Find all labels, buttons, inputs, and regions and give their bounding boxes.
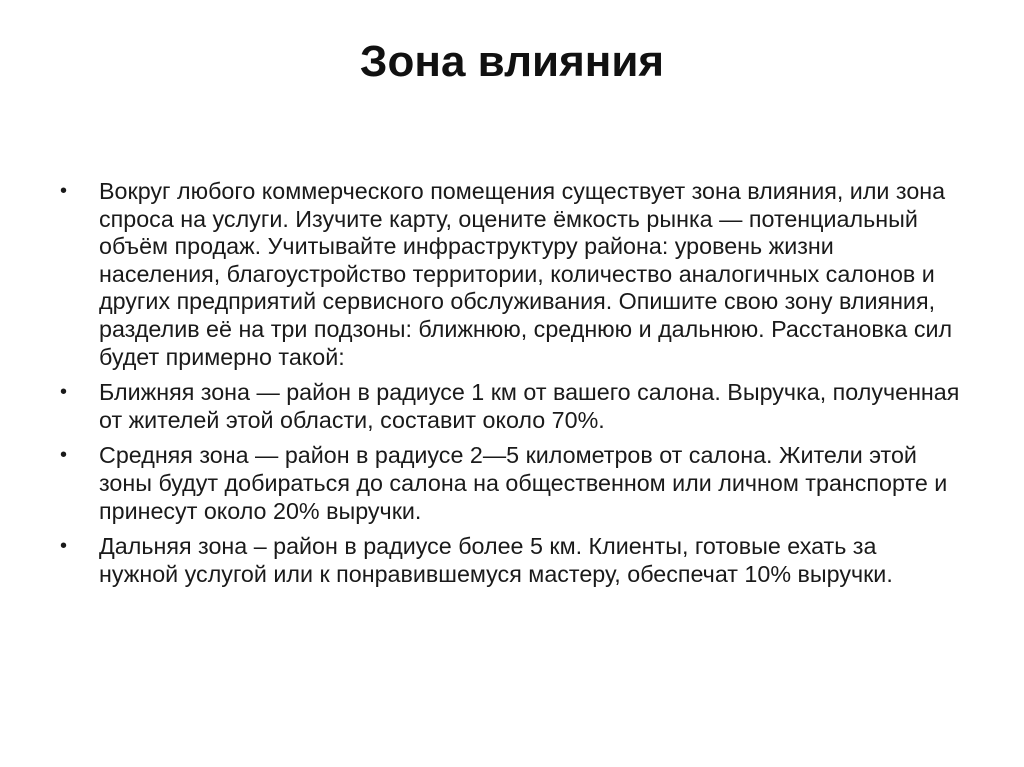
- bullet-item-middle-zone: [60, 442, 960, 525]
- bullet-text: Вокруг любого коммерческого помещения существует зона влияния, или зона спроса на услуги. Изучите карту, оцените ёмкость рынка — потенциальный объём продаж. Учитывайте инфраструктуру района: уровень жизни населения, благоустройство территории, количество аналогичных салонов и других предприятий сервисного обслуживания. Опишите свою зону влияния, разделив её на три подзоны: ближнюю, среднюю и дальнюю. Расстановка сил будет примерно такой:: [99, 178, 953, 370]
- bullet-dot-icon: •: [60, 535, 68, 558]
- bullet-dot-icon: •: [60, 381, 68, 404]
- bullet-dot-icon: •: [60, 180, 68, 202]
- bullet-dot-icon: •: [60, 444, 68, 467]
- bullet-item-intro: [60, 178, 960, 371]
- bullet-text: Средняя зона — район в радиусе 2—5 километров от салона. Жители этой зоны будут добираться до салона на общественном или личном транспорте и принесут около 20% выручки.: [99, 442, 948, 524]
- bullet-item-near-zone: [60, 379, 960, 434]
- bullet-text: Дальняя зона – район в радиусе более 5 км. Клиенты, готовые ехать за нужной услугой или к понравившемуся мастеру, обеспечат 10% выручки.: [99, 533, 893, 587]
- bullet-item-far-zone: [60, 533, 960, 588]
- slide-title: Зона влияния: [359, 37, 665, 86]
- bullet-list: [60, 178, 960, 596]
- bullet-text: Ближняя зона — район в радиусе 1 км от вашего салона. Выручка, полученная от жителей этой области, составит около 70%.: [99, 379, 960, 433]
